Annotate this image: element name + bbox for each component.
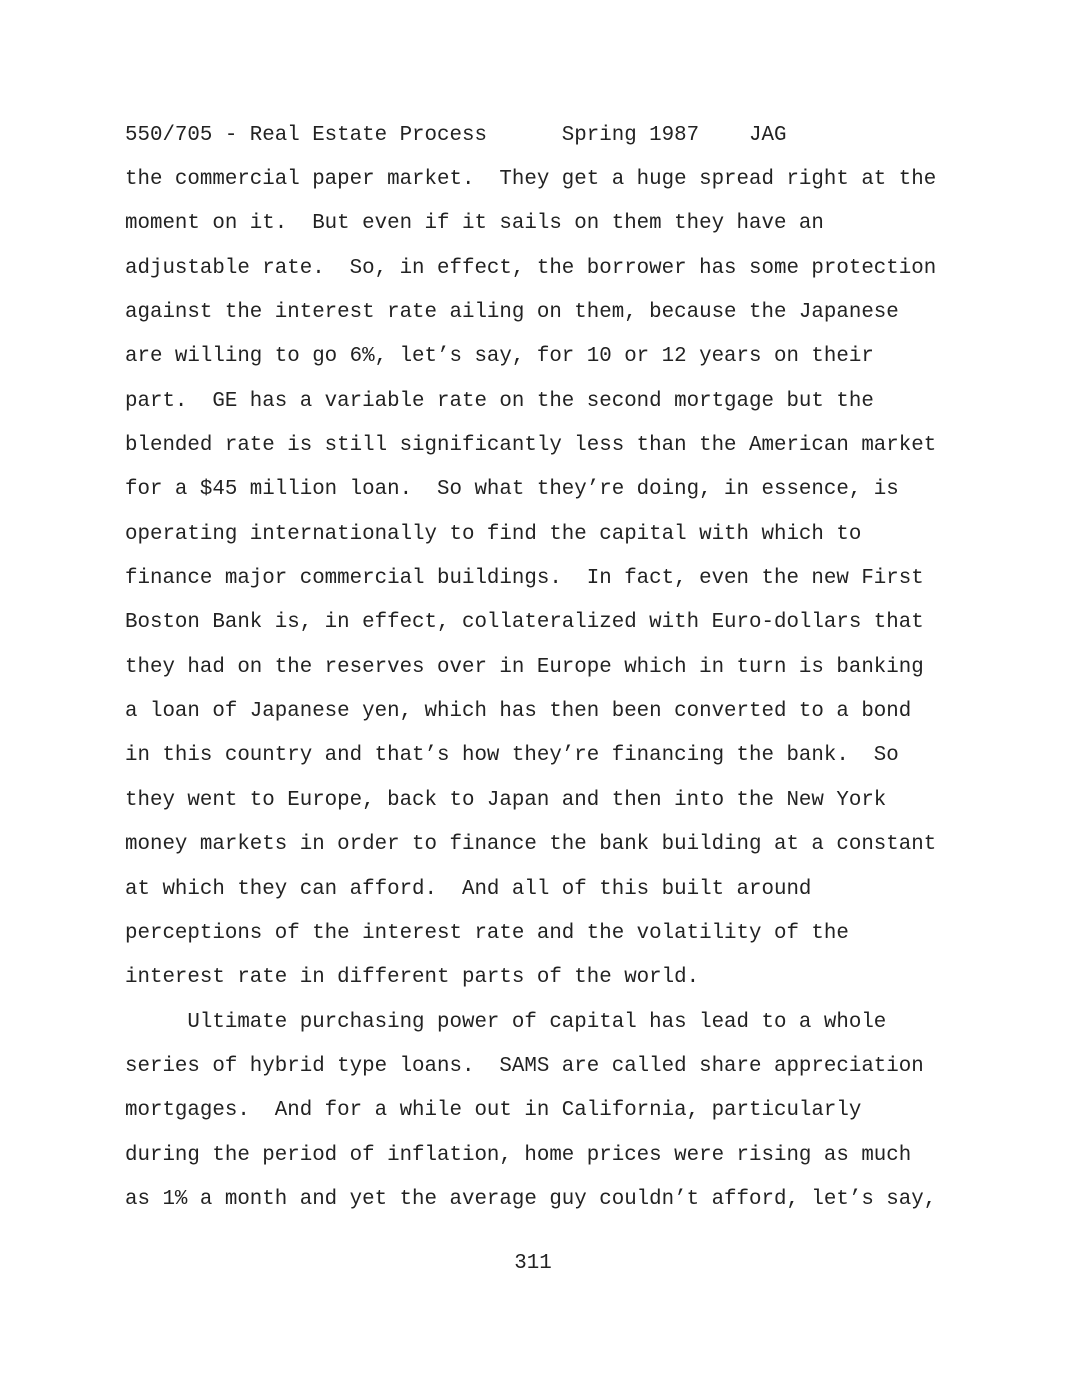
text-line: Boston Bank is, in effect, collateralized with Euro-dollars that <box>125 611 924 635</box>
text-line: during the period of inflation, home prices were rising as much <box>125 1143 912 1167</box>
text-line: the commercial paper market. They get a huge spread right at the <box>125 168 937 191</box>
text-line: series of hybrid type loans. SAMS are called share appreciation <box>125 1054 924 1078</box>
text-line: operating internationally to find the capital with which to <box>125 522 862 546</box>
text-line: moment on it. But even if it sails on them they have an <box>125 212 824 236</box>
text-line: as 1% a month and yet the average guy couldn’t afford, let’s say, <box>125 1187 937 1211</box>
text-line: in this country and that’s how they’re financing the bank. So <box>125 744 899 768</box>
text-line: they had on the reserves over in Europe which in turn is banking <box>125 655 924 679</box>
text-line: perceptions of the interest rate and the volatility of the <box>125 921 849 945</box>
text-line: against the interest rate ailing on them, because the Japanese <box>125 301 899 325</box>
text-line: part. GE has a variable rate on the second mortgage but the <box>125 389 874 413</box>
text-line: mortgages. And for a while out in California, particularly <box>125 1099 862 1123</box>
text-line: Ultimate purchasing power of capital has lead to a whole <box>125 1010 887 1034</box>
text-line: are willing to go 6%, let’s say, for 10 or 12 years on their <box>125 345 874 369</box>
body-text <box>125 166 955 1230</box>
text-line: money markets in order to finance the bank building at a constant <box>125 833 937 857</box>
text-line: finance major commercial buildings. In fact, even the new First <box>125 567 924 591</box>
text-line: a loan of Japanese yen, which has then been converted to a bond <box>125 700 912 724</box>
text-line: they went to Europe, back to Japan and then into the New York <box>125 788 887 812</box>
text-line: interest rate in different parts of the world. <box>125 966 700 990</box>
text-line: adjustable rate. So, in effect, the borrower has some protection <box>125 256 937 280</box>
text-line: blended rate is still significantly less than the American market <box>125 434 937 458</box>
running-header: 550/705 - Real Estate Process Spring 1987 JAG <box>125 124 787 147</box>
text-line: at which they can afford. And all of this built around <box>125 877 812 901</box>
page-number: 311 <box>514 1252 552 1275</box>
text-line: for a $45 million loan. So what they’re doing, in essence, is <box>125 478 899 502</box>
